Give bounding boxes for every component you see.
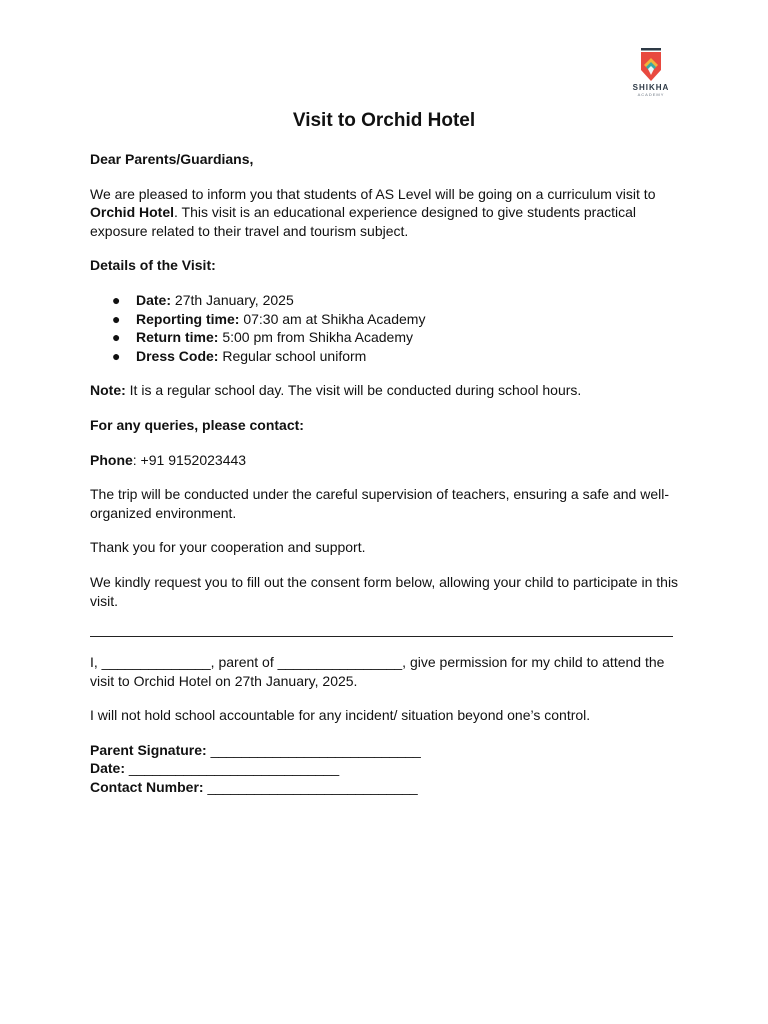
bullet-icon: ● (112, 310, 121, 327)
supervision-paragraph: The trip will be conducted under the careful supervision of teachers, ensuring a safe and well-organized environment. (90, 486, 669, 521)
details-heading: Details of the Visit: (90, 257, 216, 274)
consent-paragraph: I, ______________, parent of ________________, give permission for my child to attend the visit to Orchid Hotel on 27th January, 2025. (90, 654, 665, 689)
thanks-paragraph: Thank you for your cooperation and support. (90, 539, 366, 556)
details-list (90, 291, 680, 365)
phone-line: Phone: +91 9152023443 (90, 451, 247, 468)
bullet-icon: ● (112, 329, 121, 346)
list-item: ● Dress Code: Regular school uniform (112, 347, 367, 364)
list-item: ● Reporting time: 07:30 am at Shikha Academy (112, 310, 426, 327)
letter-body (90, 150, 680, 797)
salutation: Dear Parents/Guardians, (90, 151, 254, 167)
bullet-icon: ● (112, 347, 121, 364)
parent-signature-field[interactable]: Parent Signature: ___________________________ (90, 741, 421, 758)
intro-paragraph: We are pleased to inform you that students of AS Level will be going on a curriculum visit to Orchid Hotel. This visit is an educational experience designed to give students practical exposure related to their travel and tourism subject. (90, 185, 656, 239)
logo-sub-text: ACADEMY (637, 92, 665, 97)
shikha-academy-logo (628, 48, 674, 104)
queries-heading: For any queries, please contact: (90, 416, 304, 433)
divider-line (90, 636, 673, 637)
request-paragraph: We kindly request you to fill out the consent form below, allowing your child to participate in this visit. (90, 573, 679, 609)
list-item: ● Return time: 5:00 pm from Shikha Academy (112, 329, 413, 346)
note-paragraph: Note: It is a regular school day. The visit will be conducted during school hours. (90, 382, 582, 399)
hotel-name: Orchid Hotel (90, 204, 175, 221)
list-item: ● Date: 27th January, 2025 (112, 291, 294, 308)
date-field[interactable]: Date: ___________________________ (90, 760, 340, 777)
document-title: Visit to Orchid Hotel (292, 110, 476, 131)
disclaimer-paragraph: I will not hold school accountable for any incident/ situation beyond one’s control. (90, 707, 591, 724)
signature-form (90, 741, 680, 797)
logo-brand-text: SHIKHA (632, 83, 670, 92)
contact-number-field[interactable]: Contact Number: ___________________________ (90, 779, 418, 796)
shield-logo-icon (640, 48, 662, 82)
bullet-icon: ● (112, 291, 121, 308)
